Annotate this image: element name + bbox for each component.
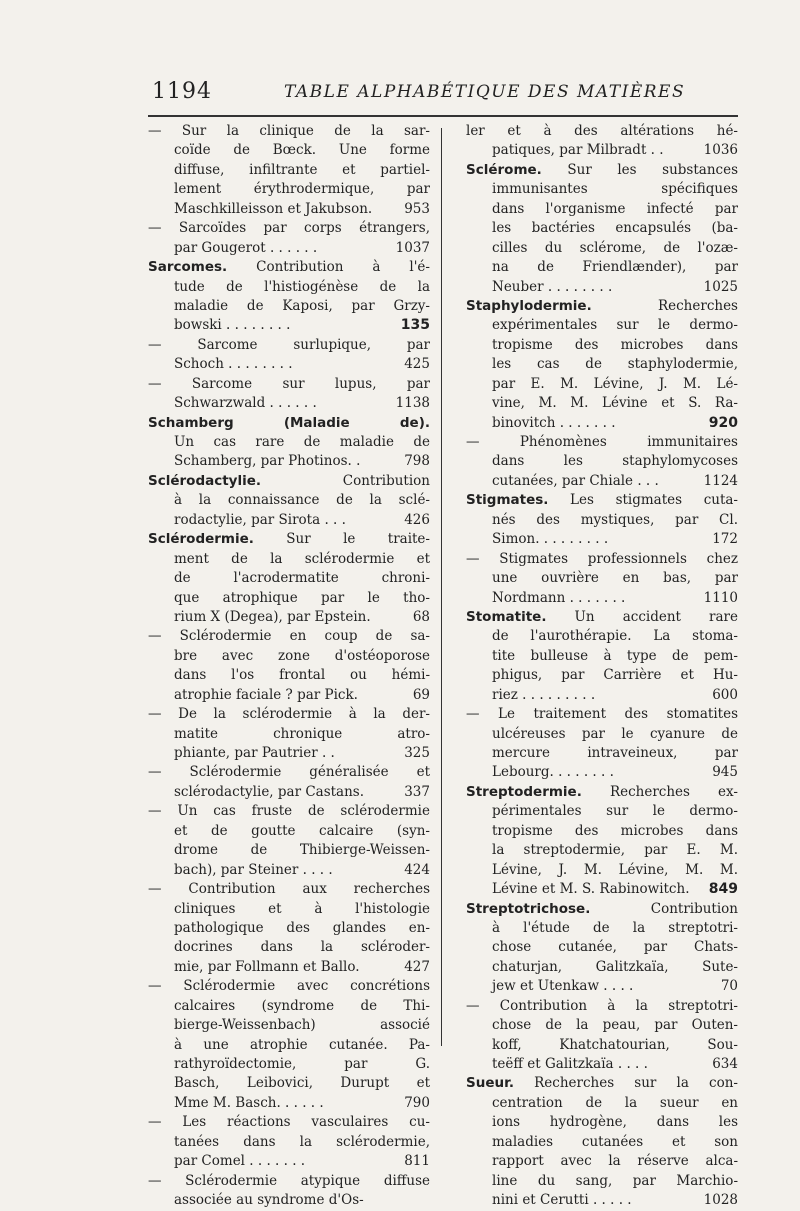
index-entry: [466, 900, 738, 997]
entry-line: Sarcomes. Contribution à l'é-: [148, 259, 430, 276]
index-entry: [466, 433, 738, 491]
entry-line: Stomatite. Un accident rare: [466, 608, 738, 625]
entry-line: matite chronique atro-: [174, 725, 430, 742]
index-entry: [148, 414, 430, 472]
entry-page-number: 172: [712, 531, 738, 548]
entry-line: — Stigmates professionnels chez: [466, 550, 738, 567]
entry-line: à une atrophie cutanée. Pa-: [174, 1036, 430, 1053]
entry-line: par Comel . . . . . . .: [174, 1153, 306, 1170]
entry-line: bach), par Steiner . . . .: [174, 861, 333, 878]
entry-line: Schoch . . . . . . . .: [174, 356, 293, 373]
index-entry: [466, 161, 738, 297]
page-number: 1194: [152, 79, 212, 104]
entry-page-number: 425: [404, 356, 430, 373]
entry-line: — Phénomènes immunitaires: [466, 434, 738, 450]
entry-line: line du sang, par Marchio-: [492, 1172, 738, 1189]
index-entry: [148, 880, 430, 977]
entry-heading: Sclérodermie.: [148, 531, 254, 548]
entry-page-number: 634: [712, 1056, 738, 1072]
entry-line: calcaires (syndrome de Thi-: [174, 997, 430, 1014]
entry-line: rodactylie, par Sirota . . .: [174, 511, 346, 528]
entry-line: cutanées, par Chiale . . .: [492, 472, 659, 489]
entry-page-number: 849: [708, 881, 738, 898]
entry-line: atrophie faciale ? par Pick.: [174, 686, 358, 703]
entry-page-number: 1124: [703, 472, 738, 489]
entry-line: lement érythrodermique, par: [174, 181, 430, 198]
entry-line: Lebourg. . . . . . . .: [492, 764, 614, 781]
entry-page-number: 68: [412, 608, 430, 625]
header-rule: [148, 115, 738, 117]
entry-line: cliniques et à l'histologie: [174, 900, 430, 917]
entry-line: phigus, par Carrière et Hu-: [492, 667, 738, 684]
entry-line: ulcéreuses par le cyanure de: [492, 725, 738, 742]
entry-line: sclérodactylie, par Castans.: [174, 783, 365, 800]
entry-line: bre avec zone d'ostéoporose: [174, 647, 430, 664]
index-entry: [466, 705, 738, 783]
index-entry: [148, 763, 430, 802]
index-entry: [466, 997, 738, 1075]
index-entry: [148, 472, 430, 530]
entry-line: coïde de Bœck. Une forme: [174, 142, 430, 159]
entry-line: que atrophique par le tho-: [174, 589, 430, 606]
entry-line: Lévine et M. S. Rabinowitch.: [492, 881, 690, 898]
entry-line: de l'aurothérapie. La stoma-: [492, 628, 738, 645]
index-entry: [148, 977, 430, 1113]
entry-page-number: 1110: [703, 589, 738, 606]
entry-line: mercure intraveineux, par: [492, 745, 738, 761]
entry-line: la streptodermie, par E. M.: [492, 842, 738, 859]
entry-heading: Sclérodactylie.: [148, 472, 262, 489]
entry-line: docrines dans la scléroder-: [174, 939, 430, 956]
entry-line: par Gougerot . . . . . .: [174, 239, 318, 256]
entry-line: Streptodermie. Recherches ex-: [466, 783, 738, 800]
entry-line: Neuber . . . . . . . .: [492, 278, 613, 295]
entry-line: [148, 414, 430, 433]
entry-line: — Sclérodermie généralisée et: [148, 764, 430, 781]
index-entry: [148, 122, 430, 219]
entry-page-number: 1037: [395, 239, 430, 256]
index-entry: [148, 802, 430, 880]
entry-line: dans les staphylomycoses: [492, 453, 738, 470]
entry-line: — Sarcome sur lupus, par: [148, 375, 430, 392]
entry-line: Un cas rare de maladie de: [174, 434, 430, 450]
index-entry: [466, 783, 738, 900]
entry-page-number: 953: [404, 200, 430, 217]
entry-line: maladie de Kaposi, par Grzy-: [174, 297, 430, 314]
entry-line: à la connaissance de la sclé-: [174, 492, 430, 509]
entry-line: koff, Khatchatourian, Sou-: [492, 1036, 738, 1053]
entry-page-number: 337: [404, 783, 430, 800]
entry-line: chose cutanée, par Chats-: [492, 939, 738, 956]
entry-line: de l'acrodermatite chroni-: [174, 570, 430, 587]
entry-page-number: 945: [712, 764, 738, 781]
entry-line: cilles du sclérome, de l'ozæ-: [492, 239, 738, 256]
entry-heading: Staphylodermie.: [466, 297, 592, 314]
entry-line: Stigmates. Les stigmates cuta-: [466, 492, 738, 509]
entry-page-number: 426: [404, 511, 430, 528]
entry-line: teëff et Galitzkaïa . . . .: [492, 1056, 648, 1072]
entry-page-number: 70: [720, 978, 738, 995]
entry-line: mie, par Follmann et Ballo.: [174, 958, 360, 975]
entry-heading: Sueur.: [466, 1075, 514, 1092]
entry-page-number: 427: [404, 958, 430, 975]
entry-line: chaturjan, Galitzkaïa, Sute-: [492, 958, 738, 975]
entry-line: centration de la sueur en: [492, 1094, 738, 1111]
entry-line: tude de l'histiogénèse de la: [174, 278, 430, 295]
index-entry: [466, 550, 738, 608]
entry-line: associée au syndrome d'Os-: [174, 1192, 364, 1209]
index-entry: [148, 627, 430, 705]
page-header: [0, 0, 800, 120]
running-title: TABLE ALPHABÉTIQUE DES MATIÈRES: [284, 82, 686, 102]
left-column: [148, 122, 430, 1211]
entry-line: binovitch . . . . . . .: [492, 414, 616, 431]
entry-page-number: 325: [404, 745, 430, 761]
entry-page-number: 790: [404, 1094, 430, 1111]
entry-heading: Sarcomes.: [148, 259, 228, 276]
entry-heading: Stomatite.: [466, 608, 547, 625]
entry-page-number: 1025: [703, 278, 738, 295]
entry-heading: Stigmates.: [466, 492, 549, 509]
entry-line: à l'étude de la streptotri-: [492, 919, 738, 936]
index-entry: [148, 336, 430, 375]
index-entry: [466, 122, 738, 161]
index-entry: [466, 608, 738, 705]
entry-line: Schamberg, par Photinos. .: [174, 453, 361, 470]
entry-line: riez . . . . . . . . .: [492, 686, 596, 703]
entry-line: et de goutte calcaire (syn-: [174, 822, 430, 839]
entry-line: rathyroïdectomie, par G.: [174, 1056, 430, 1072]
entry-heading: Streptodermie.: [466, 783, 582, 800]
index-entry: [466, 297, 738, 433]
entry-line: — Sur la clinique de la sar-: [148, 123, 430, 139]
entry-line: phiante, par Pautrier . .: [174, 745, 335, 761]
entry-line: périmentales sur le dermo-: [492, 803, 738, 820]
entry-line: nini et Cerutti . . . . .: [492, 1192, 632, 1209]
entry-page-number: 811: [404, 1153, 430, 1170]
entry-line: Basch, Leibovici, Durupt et: [174, 1075, 430, 1092]
column-divider: [441, 128, 442, 1046]
entry-page-number: 1028: [703, 1192, 738, 1209]
entry-line: pathologique des glandes en-: [174, 919, 430, 936]
entry-line: Maschkilleisson et Jakubson.: [174, 200, 373, 217]
entry-line: les bactéries encapsulés (ba-: [492, 220, 738, 237]
entry-line: tanées dans la sclérodermie,: [174, 1133, 430, 1150]
entry-line: ler et à des altérations hé-: [466, 123, 738, 139]
entry-line: Lévine, J. M. Lévine, M. M.: [492, 861, 738, 878]
entry-line: — Sarcoïdes par corps étrangers,: [148, 220, 430, 237]
entry-heading: Schamberg (Maladie de).: [148, 414, 430, 431]
index-entry: [148, 1113, 430, 1171]
entry-line: maladies cutanées et son: [492, 1133, 738, 1150]
entry-line: — Les réactions vasculaires cu-: [148, 1114, 430, 1131]
entry-line: na de Friendlænder), par: [492, 259, 738, 276]
entry-line: — De la sclérodermie à la der-: [148, 706, 430, 723]
entry-line: chose de la peau, par Outen-: [492, 1017, 738, 1034]
index-entry: [148, 1172, 430, 1211]
entry-line: Schwarzwald . . . . . .: [174, 395, 317, 412]
entry-line: ment de la sclérodermie et: [174, 550, 430, 567]
entry-line: rium X (Degea), par Epstein.: [174, 608, 371, 625]
entry-line: par E. M. Lévine, J. M. Lé-: [492, 375, 738, 392]
entry-page-number: 1036: [703, 142, 738, 159]
entry-page-number: 424: [404, 861, 430, 878]
entry-line: Sclérodactylie. Contribution: [148, 472, 430, 489]
entry-line: Sclérome. Sur les substances: [466, 161, 738, 178]
entry-line: Staphylodermie. Recherches: [466, 297, 738, 314]
entry-line: ions hydrogène, dans les: [492, 1114, 738, 1131]
entry-line: rapport avec la réserve alca-: [492, 1153, 738, 1170]
entry-line: vine, M. M. Lévine et S. Ra-: [492, 395, 738, 412]
entry-page-number: 600: [712, 686, 738, 703]
entry-page-number: 135: [400, 317, 430, 334]
entry-line: Sclérodermie. Sur le traite-: [148, 531, 430, 548]
entry-line: nés des mystiques, par Cl.: [492, 511, 738, 528]
entry-line: — Sclérodermie avec concrétions: [148, 978, 430, 995]
entry-line: — Contribution aux recherches: [148, 881, 430, 898]
index-entry: [466, 491, 738, 549]
entry-line: dans l'organisme infecté par: [492, 200, 738, 217]
entry-line: tropisme des microbes dans: [492, 822, 738, 839]
entry-line: Sueur. Recherches sur la con-: [466, 1075, 738, 1092]
entry-line: tite bulleuse à type de pem-: [492, 647, 738, 664]
index-entry: [148, 375, 430, 414]
entry-page-number: 69: [412, 686, 430, 703]
entry-heading: Sclérome.: [466, 161, 542, 178]
entry-line: tropisme des microbes dans: [492, 336, 738, 353]
entry-line: jew et Utenkaw . . . .: [492, 978, 634, 995]
entry-line: les cas de staphylodermie,: [492, 356, 738, 373]
entry-line: — Sclérodermie atypique diffuse: [148, 1172, 430, 1189]
index-entry: [148, 219, 430, 258]
index-entry: [148, 530, 430, 627]
entry-line: diffuse, infiltrante et partiel-: [174, 161, 430, 178]
entry-line: patiques, par Milbradt . .: [492, 142, 664, 159]
entry-line: bowski . . . . . . . .: [174, 317, 291, 334]
entry-line: immunisantes spécifiques: [492, 181, 738, 198]
index-entry: [466, 1074, 738, 1210]
entry-line: — Sarcome surlupique, par: [148, 336, 430, 353]
entry-line: une ouvrière en bas, par: [492, 570, 738, 587]
entry-line: Mme M. Basch. . . . . .: [174, 1094, 324, 1111]
entry-page-number: 798: [404, 453, 430, 470]
entry-line: — Le traitement des stomatites: [466, 706, 738, 723]
entry-line: dans l'os frontal ou hémi-: [174, 667, 430, 684]
entry-line: — Contribution à la streptotri-: [466, 997, 738, 1014]
right-column: [466, 122, 738, 1211]
entry-line: Nordmann . . . . . . .: [492, 589, 626, 606]
entry-line: — Sclérodermie en coup de sa-: [148, 628, 430, 645]
index-entry: [148, 258, 430, 336]
entry-line: — Un cas fruste de sclérodermie: [148, 803, 430, 820]
entry-line: expérimentales sur le dermo-: [492, 317, 738, 334]
entry-line: Streptotrichose. Contribution: [466, 900, 738, 917]
index-entry: [148, 705, 430, 763]
entry-line: Simon. . . . . . . . .: [492, 531, 609, 548]
entry-heading: Streptotrichose.: [466, 900, 591, 917]
entry-page-number: 920: [708, 414, 738, 431]
entry-page-number: 1138: [395, 395, 430, 412]
entry-line: bierge-Weissenbach) associé: [174, 1017, 430, 1034]
entry-line: drome de Thibierge-Weissen-: [174, 842, 430, 859]
